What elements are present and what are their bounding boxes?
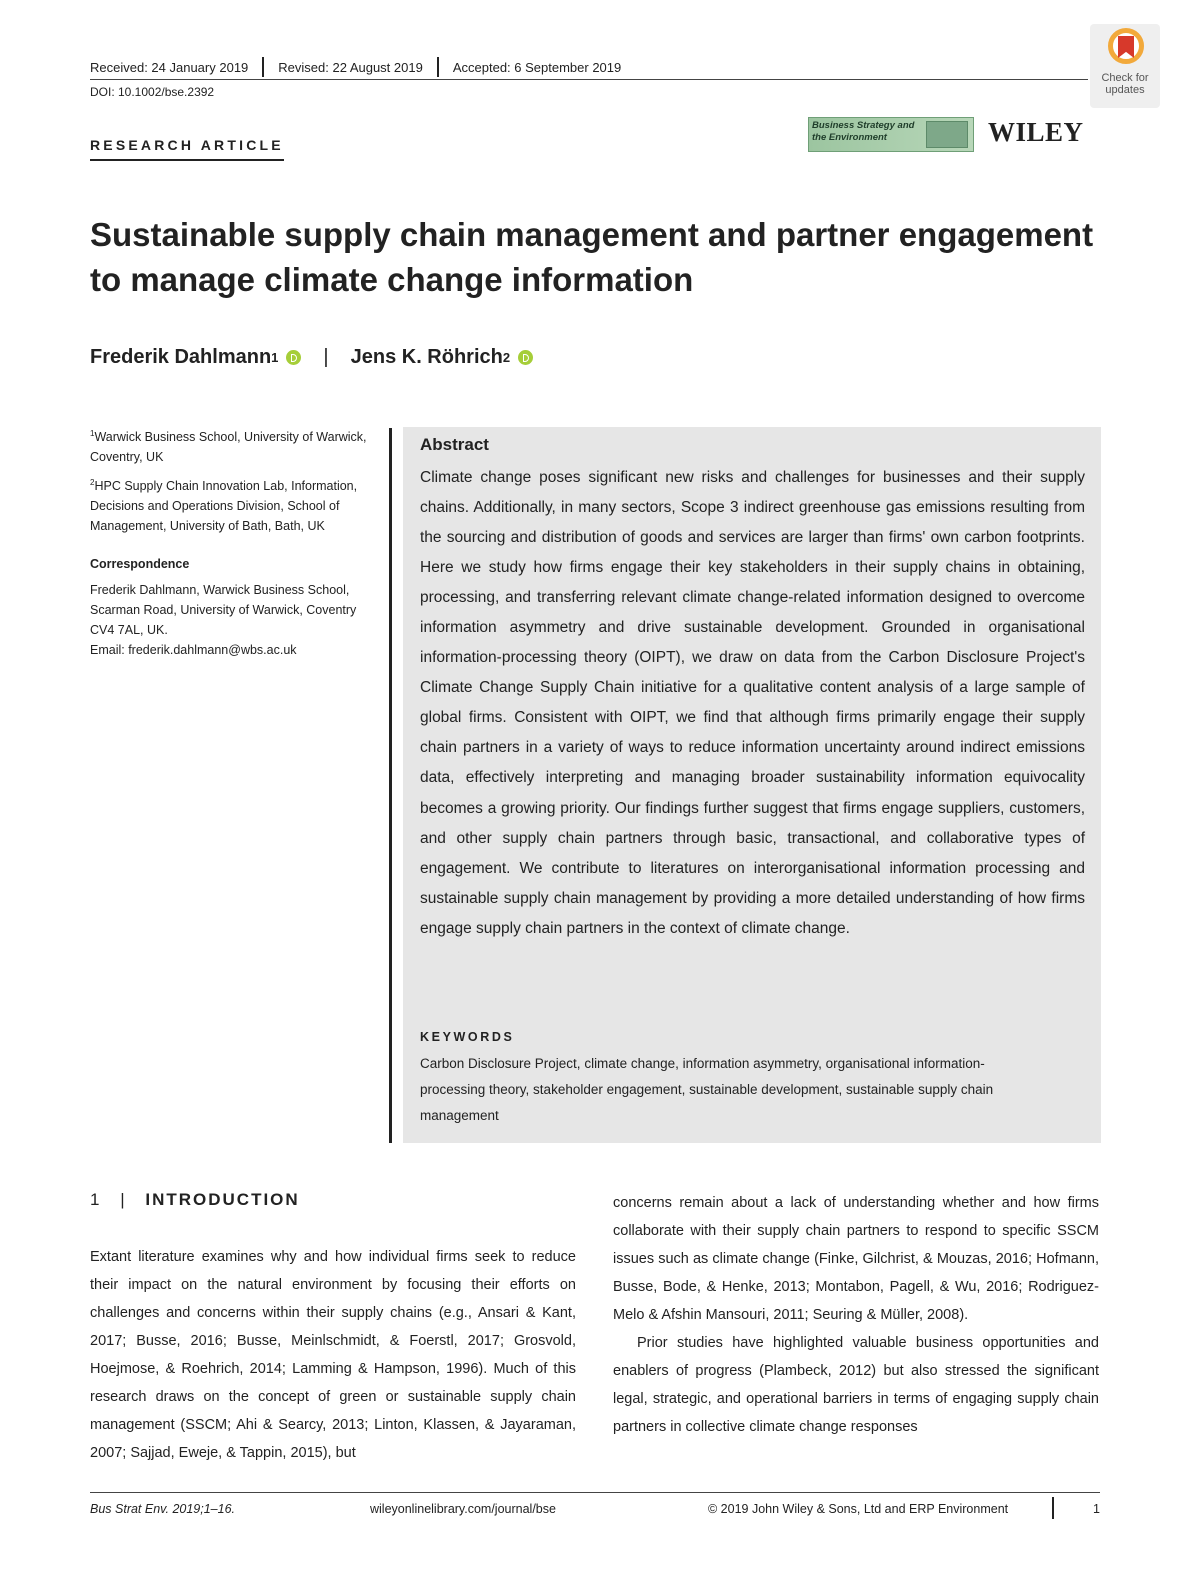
body-text-right [613,1189,1099,1441]
footer-url[interactable]: wileyonlinelibrary.com/journal/bse [370,1502,556,1516]
column-divider [389,428,392,1143]
publication-dates [90,57,621,77]
journal-logo-image [926,121,968,148]
abstract-heading: Abstract [420,435,489,454]
journal-logo-text: Business Strategy and the Environment [812,120,915,143]
divider [437,57,439,77]
author-info-column [90,424,380,660]
paragraph: concerns remain about a lack of understanding whether and how firms collaborate with their supply chain partners to respond to specific SSCM issues such as climate change (Finke, Gilchrist, & Mouzas, 2016; Hofmann, Busse, Bode, & Henke, 2013; Montabon, Pagell, & Wu, 2016; Rodriguez-Melo & Afshin Mansouri, 2011; Seuring & Müller, 2008). [613,1195,1099,1323]
revised-date: Revised: 22 August 2019 [278,59,423,75]
section-heading [90,1190,300,1210]
publisher-logo: WILEY [988,117,1084,147]
footer-rule [90,1492,1100,1493]
received-date: Received: 24 January 2019 [90,59,249,75]
footer-divider [1052,1497,1054,1519]
header-rule [90,79,1088,80]
orcid-icon[interactable] [518,350,533,365]
page-number: 1 [1093,1502,1100,1516]
affiliation: $^1$Warwick Business School, University of Warwick, Coventry, UK [90,429,367,465]
section-number: 1 [90,1190,100,1209]
body-text-left: Extant literature examines why and how individual firms seek to reduce their impact on the natural environment by focusing their efforts on challenges and concerns within their supply chains (e.g., Ansari & Kant, 2017; Busse, 2016; Busse, Meinlschmidt, & Foerstl, 2017; Grosvold, Hoejmose, & Roehrich, 2014; Lamming & Hampson, 1996). Much of this research draws on the concept of green or sustainable supply chain management (SSCM; Ahi & Searcy, 2013; Linton, Klassen, & Jayaraman, 2007; Sajjad, Eweje, & Tappin, 2015), but [90,1249,576,1461]
article-type: RESEARCH ARTICLE [90,137,284,161]
divider [262,57,264,77]
section-separator: | [120,1190,125,1209]
doi: DOI: 10.1002/bse.2392 [90,85,215,99]
author-separator: | [323,346,329,368]
author-name: Jens K. Röhrich [350,346,503,368]
author-list [90,346,533,369]
affiliation: $^2$HPC Supply Chain Innovation Lab, Information, Decisions and Operations Division, School of Management, University of Bath, Bath, UK [90,478,358,534]
keywords-heading: KEYWORDS [420,1030,515,1044]
check-updates-label: Check for updates [1101,72,1149,96]
correspondence-heading: Correspondence [90,557,190,572]
footer-citation: Bus Strat Env. 2019;1–16. [90,1502,236,1516]
keywords-text: Carbon Disclosure Project, climate change, information asymmetry, organisational information-processing theory, stakeholder engagement, sustainable development, sustainable supply chain management [420,1056,994,1123]
author-affiliation-mark: 1 [271,350,279,365]
footer-copyright: © 2019 John Wiley & Sons, Ltd and ERP Environment [708,1502,1009,1516]
author-affiliation-mark: 2 [502,350,511,365]
accepted-date: Accepted: 6 September 2019 [452,59,622,75]
author-name: Frederik Dahlmann [90,346,272,368]
orcid-icon[interactable] [286,350,301,365]
paper-title: Sustainable supply chain management and partner engagement to manage climate change information [90,216,1094,298]
abstract-text: Climate change poses significant new risks and challenges for businesses and their supply chains. Additionally, in many sectors, Scope 3 indirect greenhouse gas emissions resulting from the sourcing and distribution of goods and services are larger than firms' own carbon footprints. Here we study how firms engage their key stakeholders in their supply chains in obtaining, processing, and transferring relevant climate change-related information designed to overcome information asymmetry and drive sustainable development. Grounded in organisational information-processing theory (OIPT), we draw on data from the Carbon Disclosure Project's Climate Change Supply Chain initiative for a qualitative content analysis of a large sample of global firms. Consistent with OIPT, we find that although firms primarily engage their supply chain partners in a variety of ways to reduce information uncertainty around indirect emissions data, effectively interpreting and managing broader sustainability information equivocality becomes a growing priority. Our findings further suggest that firms engage suppliers, customers, and other supply chain partners through basic, transactional, and collaborative types of engagement. We contribute to literatures on interorganisational information processing and sustainable supply chain management by providing a more detailed understanding of how firms engage supply chain partners in the context of climate change. [420,469,1085,937]
paragraph: Prior studies have highlighted valuable business opportunities and enablers of progress (Plambeck, 2012) but also stressed the significant legal, strategic, and operational barriers in terms of engaging supply chain partners in collective climate change responses [613,1335,1099,1435]
section-title: INTRODUCTION [145,1190,300,1209]
correspondence-address: Frederik Dahlmann, Warwick Business School, Scarman Road, University of Warwick, Coventry CV4 7AL, UK. [90,583,357,638]
correspondence-email[interactable]: Email: frederik.dahlmann@wbs.ac.uk [90,643,297,658]
